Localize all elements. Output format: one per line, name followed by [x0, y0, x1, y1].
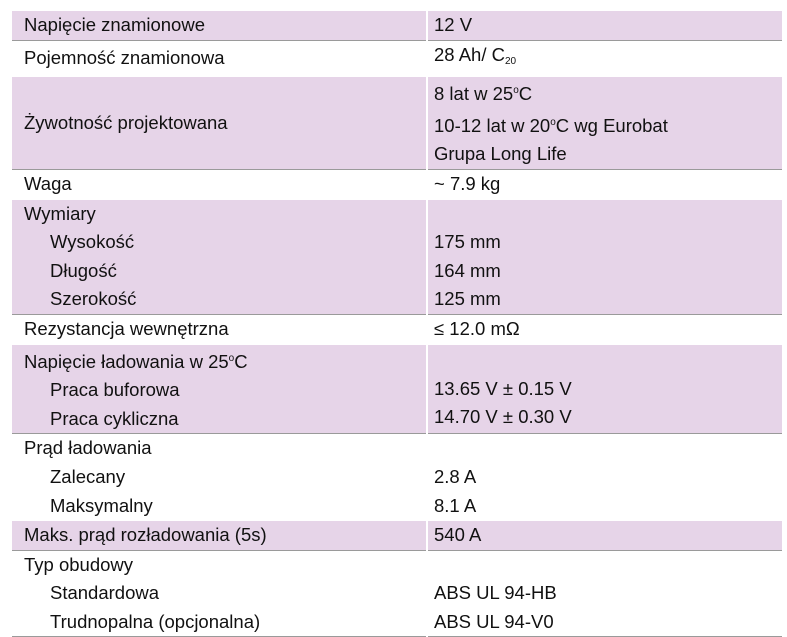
value-text: 28 Ah/ C	[434, 43, 505, 65]
spec-row-max-discharge	[12, 521, 782, 551]
degree-sup: o	[228, 352, 235, 364]
sub-label: Zalecany	[50, 465, 126, 487]
value-line: ABS UL 94-V0	[434, 610, 554, 632]
label-text: Pojemność znamionowa	[24, 47, 225, 69]
spec-label	[12, 169, 427, 199]
spec-row-nominal-voltage	[12, 11, 782, 41]
value-line	[434, 109, 782, 141]
value-text: C wg Eurobat	[555, 114, 668, 136]
value-line	[434, 346, 782, 375]
sub-label: Maksymalny	[50, 494, 153, 516]
sub-label: Długość	[50, 259, 117, 281]
spec-value	[427, 11, 782, 41]
value-line	[434, 551, 782, 580]
label-line	[24, 345, 426, 377]
label-text: Napięcie ładowania w 25	[24, 350, 229, 372]
spec-value	[427, 169, 782, 199]
spec-row-charge-voltage	[12, 344, 782, 434]
value-text: 540 A	[434, 524, 482, 546]
sub-label: Szerokość	[50, 288, 137, 310]
value-line: 13.65 V ± 0.15 V	[434, 377, 572, 399]
spec-label	[12, 11, 427, 41]
spec-value	[427, 314, 782, 344]
label-text: Rezystancja wewnętrzna	[24, 317, 229, 339]
spec-label	[12, 521, 427, 551]
label-text: Napięcie znamionowe	[24, 14, 205, 35]
spec-label	[12, 344, 427, 434]
value-line: 164 mm	[434, 259, 501, 281]
sub-label: Praca buforowa	[50, 379, 180, 401]
sub-label: Trudnopalna (opcjonalna)	[50, 610, 261, 632]
spec-row-dimensions	[12, 199, 782, 314]
label-text: Wymiary	[24, 202, 96, 224]
spec-label	[12, 434, 427, 521]
spec-label	[12, 550, 427, 637]
label-text: Typ obudowy	[24, 553, 134, 575]
label-text: C	[234, 350, 248, 372]
label-text: Żywotność projektowana	[24, 111, 228, 133]
value-line: Grupa Long Life	[434, 143, 567, 165]
label-text: Prąd ładowania	[24, 437, 152, 459]
value-text: 8 lat w 25	[434, 83, 514, 105]
value-text: 12 V	[434, 14, 473, 35]
spec-value	[427, 344, 782, 434]
spec-value	[427, 40, 782, 77]
value-line	[434, 77, 782, 109]
spec-value	[427, 199, 782, 314]
spec-row-case-type	[12, 550, 782, 637]
value-line: 8.1 A	[434, 494, 477, 516]
degree-sup: o	[513, 85, 519, 97]
value-text: ≤ 12.0 mΩ	[434, 317, 520, 339]
spec-label	[12, 314, 427, 344]
sub-label: Standardowa	[50, 582, 160, 604]
degree-sup: o	[550, 116, 556, 128]
spec-row-weight	[12, 169, 782, 199]
spec-row-design-life	[12, 77, 782, 170]
value-line	[434, 200, 782, 229]
spec-value	[427, 550, 782, 637]
spec-row-charge-current	[12, 434, 782, 521]
value-text: C	[518, 83, 533, 105]
battery-spec-table	[12, 10, 782, 637]
value-line: ABS UL 94-HB	[434, 582, 557, 604]
value-line: 2.8 A	[434, 465, 477, 487]
value-text: ~ 7.9 kg	[434, 172, 501, 194]
value-text: 10-12 lat w 20	[434, 114, 551, 136]
spec-row-internal-resistance	[12, 314, 782, 344]
value-subscript: 20	[504, 55, 517, 67]
value-line: 175 mm	[434, 231, 501, 253]
sub-label: Wysokość	[50, 231, 135, 253]
value-line	[434, 434, 782, 463]
spec-label	[12, 40, 427, 77]
label-text: Maks. prąd rozładowania (5s)	[24, 524, 267, 546]
spec-value	[427, 521, 782, 551]
label-text: Waga	[24, 172, 72, 194]
sub-label: Praca cykliczna	[50, 407, 179, 429]
value-line: 14.70 V ± 0.30 V	[434, 406, 572, 428]
spec-label	[12, 199, 427, 314]
value-line: 125 mm	[434, 288, 501, 310]
spec-label	[12, 77, 427, 170]
spec-row-nominal-capacity	[12, 40, 782, 77]
spec-value	[427, 77, 782, 170]
spec-value	[427, 434, 782, 521]
